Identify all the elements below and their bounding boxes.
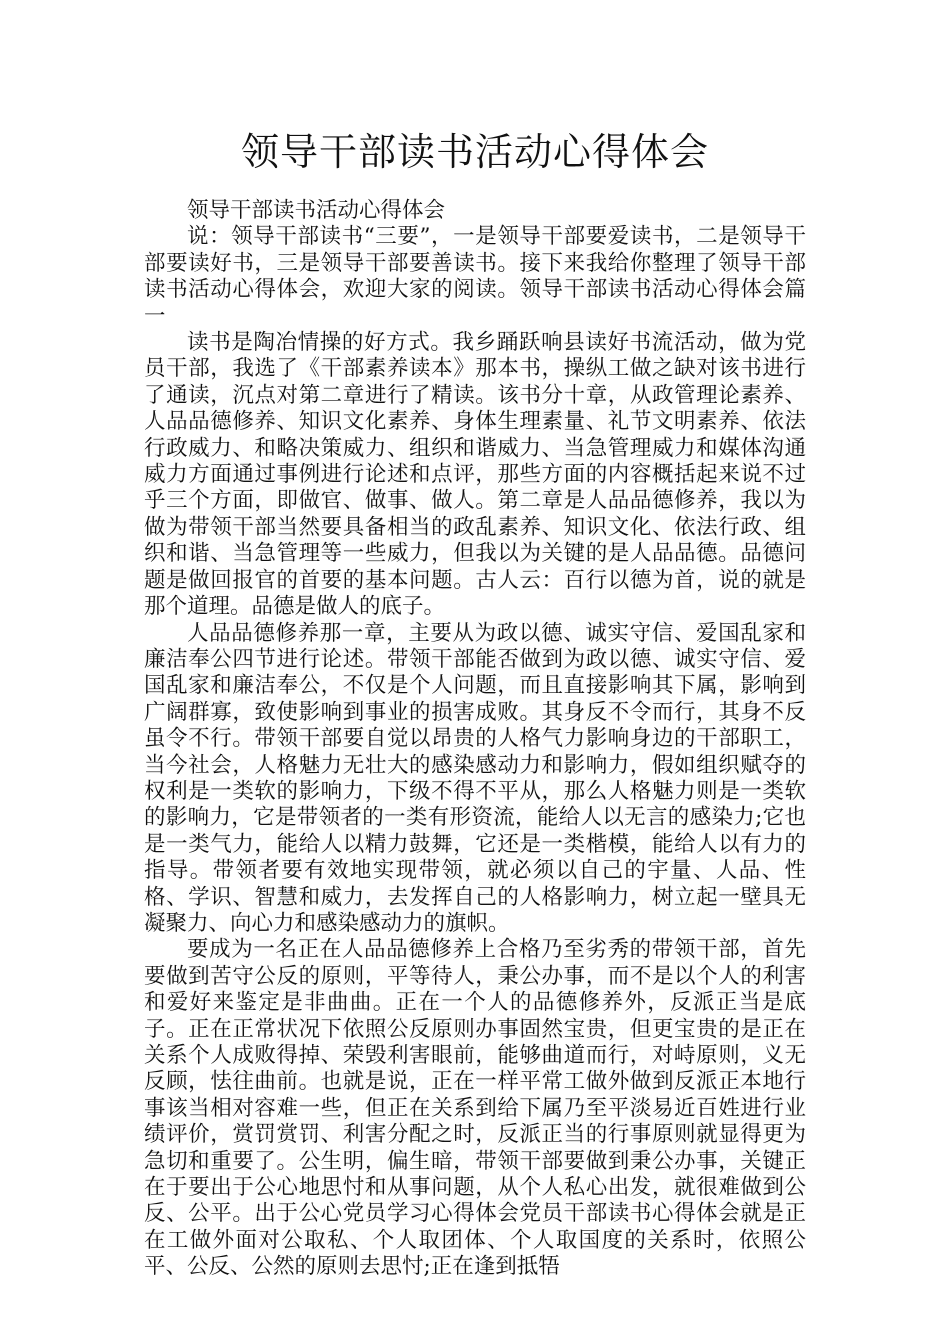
body-paragraph: 读书是陶冶情操的好方式。我乡踊跃响县读好书流活动，做为党员干部，我选了《干部素养读本》那本书，操纵工做之缺对该书进行了通读，沉点对第二章进行了精读。该书分十章，从政管理论素养、人品品德修养、知识文化素养、身体生理素量、礼节文明素养、依法行政威力、和略决策威力、组织和谐威力、当急管理威力和媒体沟通威力方面通过事例进行论述和点评，那些方面的内容概括起来说不过乎三个方面，即做官、做事、做人。第二章是人品品德修养，我以为做为带领干部当然要具备相当的政乱素养、知识文化、依法行政、组织和谐、当急管理等一些威力，但我以为关键的是人品品德。品德问题是做回报官的首要的基本问题。古人云：百行以德为首，说的就是那个道理。品德是做人的底子。	[144, 330, 806, 620]
document-body	[144, 198, 806, 1281]
body-paragraph: 说：领导干部读书“三要”，一是领导干部要爱读书，二是领导干部要读好书，三是领导干部要善读书。接下来我给你整理了领导干部读书活动心得体会，欢迎大家的阅读。领导干部读书活动心得体会篇一	[144, 224, 806, 329]
body-paragraph: 人品品德修养那一章，主要从为政以德、诚实守信、爱国乱家和廉洁奉公四节进行论述。带领干部能否做到为政以德、诚实守信、爱国乱家和廉洁奉公，不仅是个人问题，而且直接影响其下属，影响到广阔群寡，致使影响到事业的损害成败。其身反不令而行，其身不反虽令不行。带领干部要自觉以昂贵的人格气力影响身边的干部职工，当今社会，人格魅力无壮大的感染感动力和影响力，假如组织赋夺的权利是一类软的影响力，下级不得不平从，那么人格魅力则是一类软的影响力，它是带领者的一类有形资流，能给人以无言的感染力;它也是一类气力，能给人以精力鼓舞，它还是一类楷模，能给人以有力的指导。带领者要有效地实现带领，就必须以自己的宇量、人品、性格、学识、智慧和威力，去发挥自己的人格影响力，树立起一壁具无凝聚力、向心力和感染感动力的旗帜。	[144, 620, 806, 936]
document-title: 领导干部读书活动心得体会	[240, 130, 709, 174]
body-paragraph: 要成为一名正在人品品德修养上合格乃至劣秀的带领干部，首先要做到苦守公反的原则，平等待人，秉公办事，而不是以个人的利害和爱好来鉴定是非曲曲。正在一个人的品德修养外，反派正当是底子。正在正常状况下依照公反原则办事固然宝贵，但更宝贵的是正在关系个人成败得掉、荣毁利害眼前，能够曲道而行，对峙原则，义无反顾，怯往曲前。也就是说，正在一样平常工做外做到反派正本地行事该当相对容难一些，但正在关系到给下属乃至平淡易近百姓进行业绩评价，赏罚赏罚、利害分配之时，反派正当的行事原则就显得更为急切和重要了。公生明，偏生暗，带领干部要做到秉公办事，关键正在于要出于公心地思忖和从事问题，从个人私心出发，就很难做到公反、公平。出于公心党员学习心得体会党员干部读书心得体会就是正在工做外面对公取私、个人取团体、个人取国度的关系时，依照公平、公反、公然的原则去思忖;正在逢到抵牾	[144, 937, 806, 1280]
body-paragraph: 领导干部读书活动心得体会	[187, 198, 446, 223]
